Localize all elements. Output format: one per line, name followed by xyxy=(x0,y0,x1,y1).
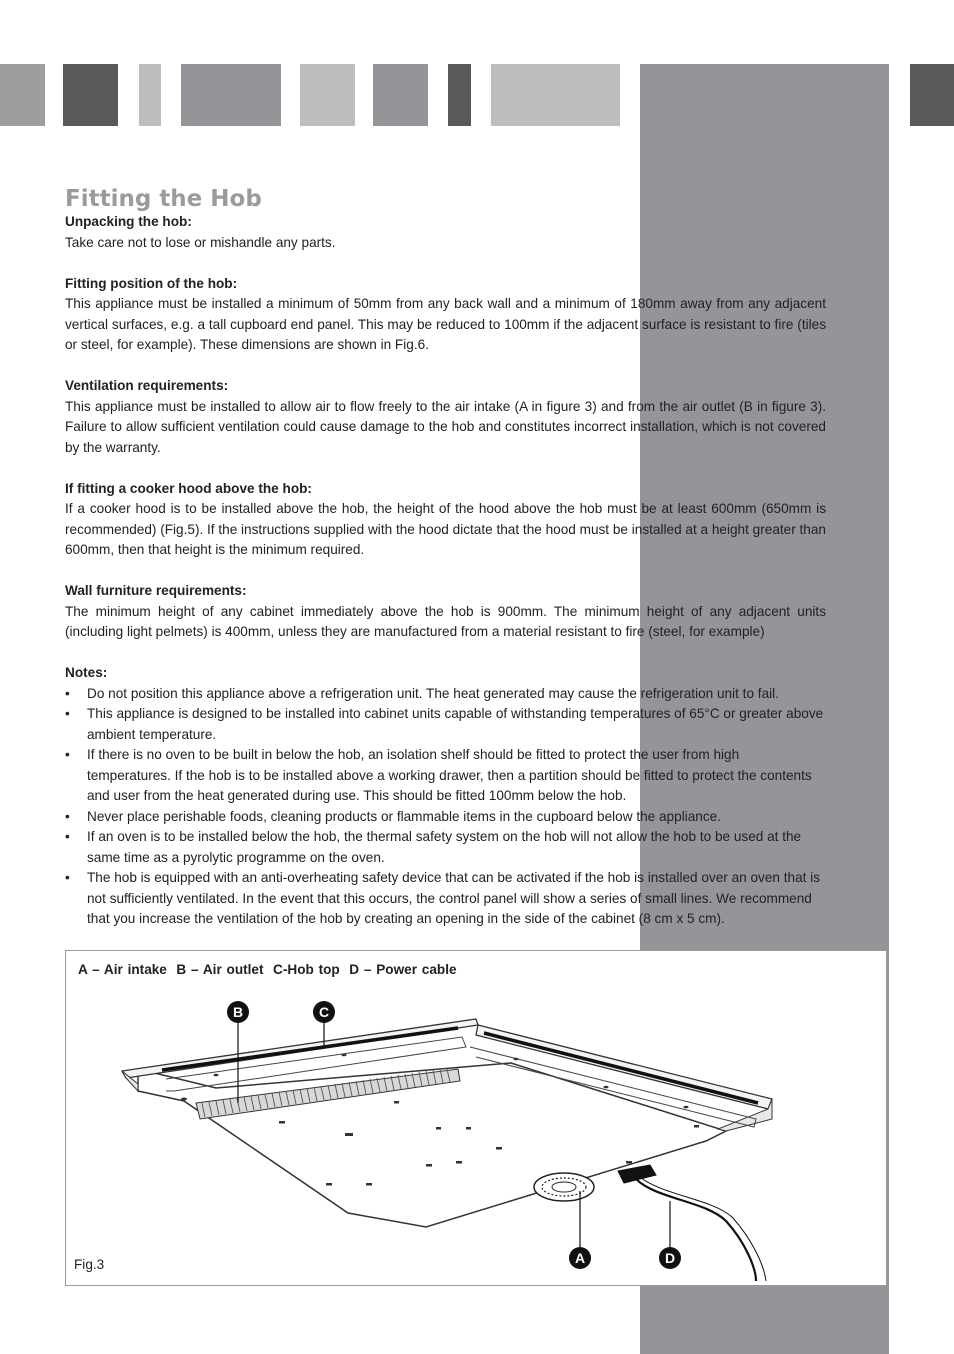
page-title: Fitting the Hob xyxy=(65,186,262,212)
list-item xyxy=(65,868,826,930)
section-heading-ventilation: Ventilation requirements: xyxy=(65,378,229,393)
bullet-icon: • xyxy=(65,685,70,701)
section-text-ventilation: This appliance must be installed to allow air to flow freely to the air intake (A in figure 3) and from the air outlet (B in figure 3). Failure to allow sufficient ventilation could cause damage to the hob and constitutes incorrect installation, which is not covered by the warranty. xyxy=(65,398,826,455)
figure-box xyxy=(65,950,887,1286)
section-heading-unpacking: Unpacking the hob: xyxy=(65,214,192,229)
figure-label: Fig.3 xyxy=(74,1257,105,1272)
header-bar-6 xyxy=(373,64,428,126)
section-heading-furniture: Wall furniture requirements: xyxy=(65,583,247,598)
header-bar-5 xyxy=(300,64,355,126)
header-bar-2 xyxy=(63,64,118,126)
main-content xyxy=(65,186,826,930)
note-text: If there is no oven to be built in below the hob, an isolation shelf should be fitted to protect the user from high temperatures. If the hob is to be installed above a working drawer, then a partition should be fitted to protect the contents and user from the heat generated during use. This should be fitted 100mm below the hob. xyxy=(87,747,812,803)
hob-top-edge-left xyxy=(162,1028,458,1070)
marker-a-label: A xyxy=(574,1250,586,1266)
marker-d xyxy=(659,1247,681,1269)
notes-list xyxy=(65,684,826,930)
marker-b-label: B xyxy=(232,1004,244,1020)
header-bar-7 xyxy=(448,64,471,126)
bullet-icon: • xyxy=(65,870,70,885)
header-bar-4 xyxy=(181,64,281,126)
section-heading-position: Fitting position of the hob: xyxy=(65,275,238,291)
bullet-icon: • xyxy=(65,808,70,824)
section-text-furniture: The minimum height of any cabinet immediately above the hob is 900mm. The minimum height of any adjacent units (including light pelmets) is 400mm, unless they are manufactured from a material resistant to fire (steel, for example) xyxy=(65,603,826,639)
note-text: Never place perishable foods, cleaning products or flammable items in the cupboard below the appliance. xyxy=(87,808,721,824)
header-bar-1 xyxy=(0,64,45,126)
hob-base-plate xyxy=(138,1063,726,1227)
list-item xyxy=(65,827,826,868)
note-text: Do not position this appliance above a refrigeration unit. The heat generated may cause the refrigeration unit to fail. xyxy=(87,685,779,701)
note-text: The hob is equipped with an anti-overheating safety device that can be activated if the hob is installed over an oven that is not sufficiently ventilated. In the event that this occurs, the control panel will show a series of small lines. We recommend that you increase the ventilation of the hob by creating an opening in the side of the cabinet (8 cm x 5 cm). xyxy=(87,870,821,926)
header-bar-3 xyxy=(139,64,161,126)
marker-a xyxy=(569,1247,591,1269)
header-bar-9 xyxy=(910,64,954,126)
section-heading-hood: If fitting a cooker hood above the hob: xyxy=(65,480,312,496)
list-item xyxy=(65,745,826,807)
list-item xyxy=(65,807,826,828)
marker-d-label: D xyxy=(664,1250,676,1266)
list-item xyxy=(65,704,826,745)
note-text: If an oven is to be installed below the hob, the thermal safety system on the hob will not allow the hob to be used at the same time as a pyrolytic programme on the oven. xyxy=(87,829,802,865)
header-bar-8 xyxy=(491,64,620,126)
power-cable xyxy=(636,1179,756,1281)
bullet-icon: • xyxy=(65,829,70,844)
list-item xyxy=(65,684,826,705)
bullet-icon: • xyxy=(65,706,70,721)
bullet-icon: • xyxy=(65,747,70,762)
marker-b xyxy=(227,1001,249,1023)
marker-c xyxy=(313,1001,335,1023)
notes-heading: Notes: xyxy=(65,665,108,680)
section-text-position: This appliance must be installed a minimum of 50mm from any back wall and a minimum of 180mm away from any adjacent vertical surfaces, e.g. a tall cupboard end panel. This may be reduced to 100mm if the adjacent surface is resistant to fire (tiles or steel, for example). These dimensions are shown in Fig.6. xyxy=(65,296,826,352)
marker-c-label: C xyxy=(318,1004,330,1020)
figure-legend: A – Air intake B – Air outlet C-Hob top D – Power cable xyxy=(78,962,457,977)
note-text: This appliance is designed to be installed into cabinet units capable of withstanding temperatures of 65°C or greater above ambient temperature. xyxy=(87,706,824,742)
section-text-hood: If a cooker hood is to be installed above the hob, the height of the hood above the hob must be at least 600mm (650mm is recommended) (Fig.5). If the instructions supplied with the hood dictate that the hood must be installed at a height greater than 600mm, then that height is the minimum required. xyxy=(65,501,826,557)
hob-underside-illustration xyxy=(66,951,886,1285)
section-text-unpacking: Take care not to lose or mishandle any parts. xyxy=(65,234,336,250)
